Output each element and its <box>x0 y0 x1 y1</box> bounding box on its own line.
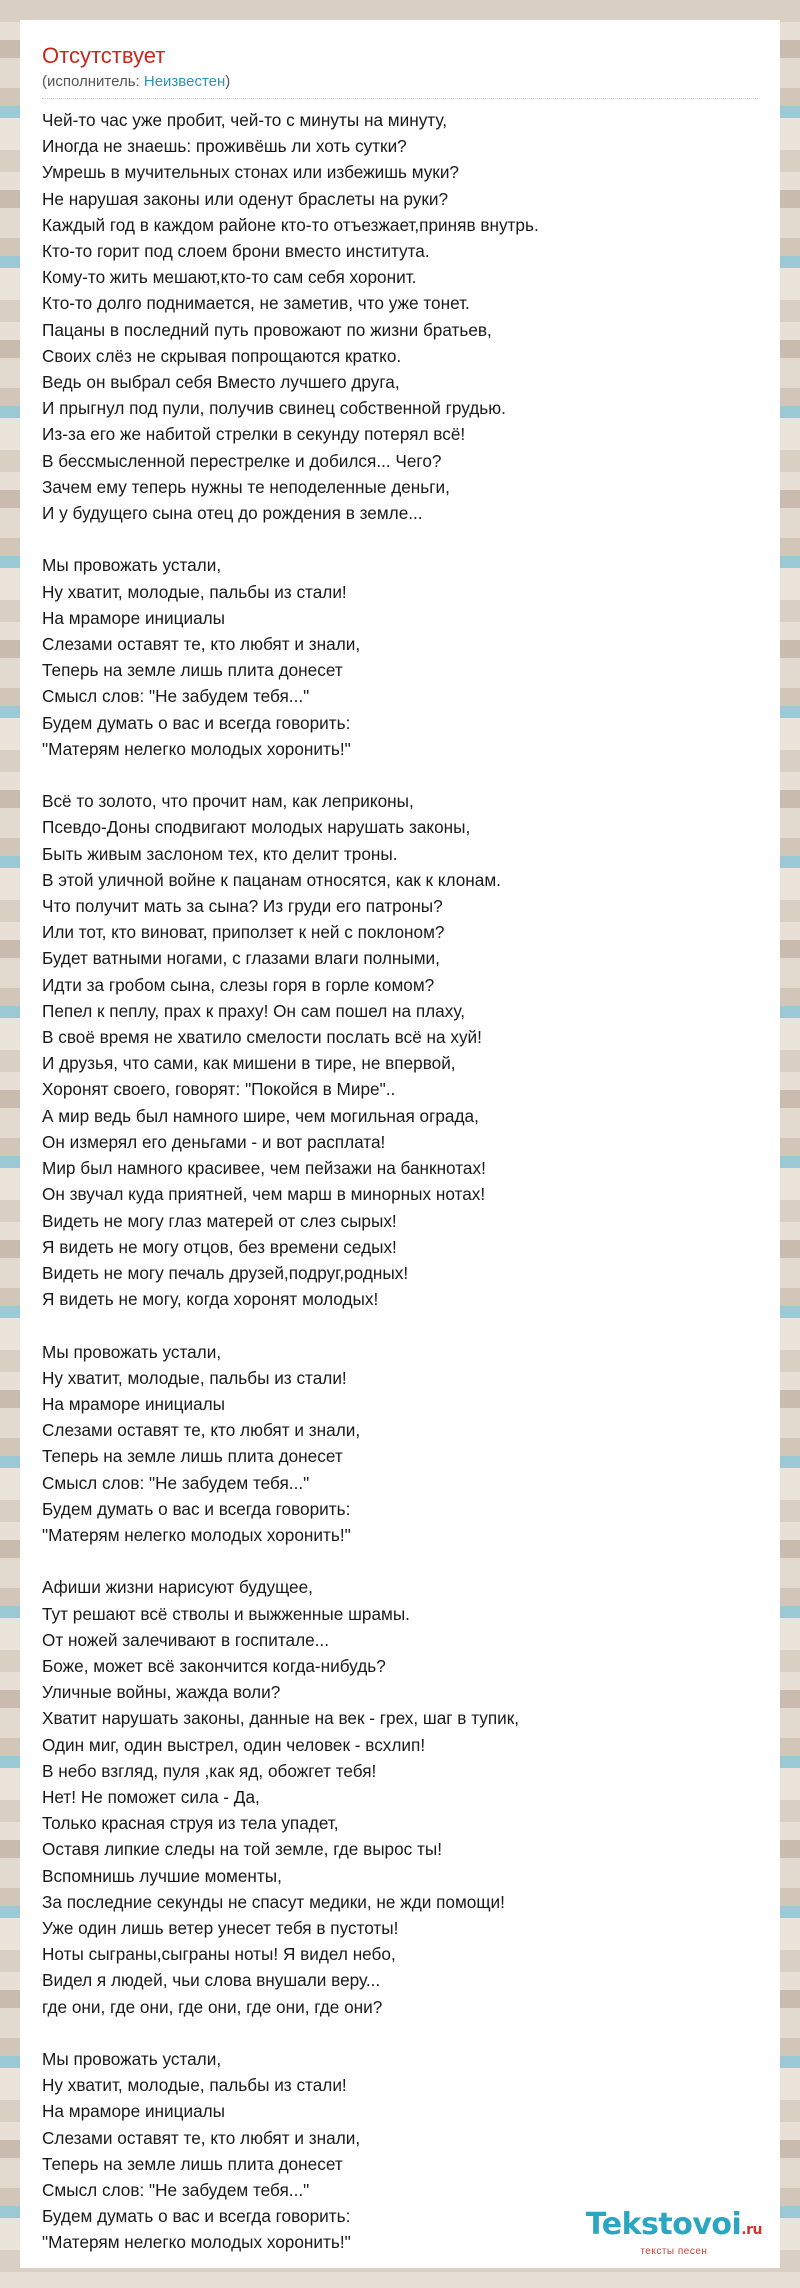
lyric-line: Мы провожать устали, <box>42 1341 222 1362</box>
lyric-line: Из-за его же набитой стрелки в секунду потерял всё! <box>42 424 466 445</box>
lyric-line: Псевдо-Доны сподвигают молодых нарушать законы, <box>42 817 471 838</box>
lyric-line: Вспомнишь лучшие моменты, <box>42 1865 282 1886</box>
lyric-line: Видеть не могу печаль друзей,подруг,родных! <box>42 1262 409 1283</box>
lyric-line: Один миг, один выстрел, один человек - всхлип! <box>42 1734 426 1755</box>
lyric-line: Ведь он выбрал себя Вместо лучшего друга, <box>42 372 400 393</box>
lyric-line: "Матерям нелегко молодых хоронить!" <box>42 738 351 759</box>
lyric-line: Хоронят своего, говорят: "Покойся в Мире".. <box>42 1079 396 1100</box>
lyric-line: Уличные войны, жажда воли? <box>42 1682 281 1703</box>
logo-tagline: тексты песен <box>640 2246 708 2257</box>
lyric-line: Кому-то жить мешают,кто-то сам себя хоронит. <box>42 267 417 288</box>
lyric-line: Быть живым заслоном тех, кто делит троны. <box>42 843 398 864</box>
lyrics-stanza <box>42 788 758 1312</box>
lyric-line: Ну хватит, молодые, пальбы из стали! <box>42 1367 347 1388</box>
lyric-line: Мы провожать устали, <box>42 555 222 576</box>
lyric-line: Нет! Не поможет сила - Да, <box>42 1786 260 1807</box>
lyrics-stanza <box>42 107 758 526</box>
lyric-line: Хватит нарушать законы, данные на век - грех, шаг в тупик, <box>42 1708 520 1729</box>
lyric-line: Теперь на земле лишь плита донесет <box>42 2153 343 2174</box>
lyric-line: Идти за гробом сына, слезы горя в горле комом? <box>42 974 435 995</box>
lyric-line: "Матерям нелегко молодых хоронить!" <box>42 1524 351 1545</box>
lyric-line: Смысл слов: "Не забудем тебя..." <box>42 686 310 707</box>
lyric-line: Или тот, кто виноват, приползет к ней с поклоном? <box>42 922 445 943</box>
lyric-line: Ноты сыграны,сыграны ноты! Я видел небо, <box>42 1944 396 1965</box>
lyrics-card <box>20 20 780 2268</box>
lyric-line: Видел я людей, чьи слова внушали веру... <box>42 1970 381 1991</box>
lyric-line: "Матерям нелегко молодых хоронить!" <box>42 2232 351 2253</box>
lyric-line: где они, где они, где они, где они, где они? <box>42 1996 383 2017</box>
lyric-line: И прыгнул под пули, получив свинец собственной грудью. <box>42 398 506 419</box>
lyric-line: Мы провожать устали, <box>42 2048 222 2069</box>
lyric-line: Он измерял его деньгами - и вот расплата! <box>42 1131 386 1152</box>
lyric-line: Будем думать о вас и всегда говорить: <box>42 712 351 733</box>
lyric-line: Что получит мать за сына? Из груди его патроны? <box>42 896 443 917</box>
lyric-line: Теперь на земле лишь плита донесет <box>42 1446 343 1467</box>
song-title: Отсутствует <box>42 43 166 68</box>
lyric-line: Я видеть не могу, когда хоронят молодых! <box>42 1289 379 1310</box>
lyric-line: Ну хватит, молодые, пальбы из стали! <box>42 581 347 602</box>
artist-link[interactable]: Неизвестен <box>143 73 226 90</box>
lyric-line: Видеть не могу глаз матерей от слез сырых! <box>42 1210 397 1231</box>
artist-prefix: (исполнитель: <box>42 73 144 90</box>
lyrics-stanza <box>42 1339 758 1549</box>
lyric-line: Слезами оставят те, кто любят и знали, <box>42 1420 361 1441</box>
lyrics-body <box>42 107 758 2256</box>
lyric-line: Будет ватными ногами, с глазами влаги полными, <box>42 948 440 969</box>
lyric-line: Чей-то час уже пробит, чей-то с минуты на минуту, <box>42 110 448 130</box>
logo-wordmark <box>586 2209 762 2246</box>
artist-line <box>42 72 758 99</box>
lyric-line: Тут решают всё стволы и выжженные шрамы. <box>42 1603 410 1624</box>
lyric-line: В этой уличной войне к пацанам относятся, как к клонам. <box>42 869 501 890</box>
lyric-line: А мир ведь был намного шире, чем могильная ограда, <box>42 1105 479 1126</box>
lyric-line: За последние секунды не спасут медики, не жди помощи! <box>42 1891 505 1912</box>
lyric-line: Мир был намного красивее, чем пейзажи на банкнотах! <box>42 1158 486 1179</box>
lyric-line: Кто-то долго поднимается, не заметив, что уже тонет. <box>42 293 470 314</box>
lyric-line: В своё время не хватило смелости послать всё на хуй! <box>42 1027 482 1048</box>
lyric-line: От ножей залечивают в госпитале... <box>42 1629 329 1650</box>
lyric-line: Я видеть не могу отцов, без времени седых! <box>42 1236 397 1257</box>
lyric-line: Каждый год в каждом районе кто-то отъезжает,приняв внутрь. <box>42 214 539 235</box>
lyric-line: На мраморе инициалы <box>42 607 226 628</box>
lyric-line: Смысл слов: "Не забудем тебя..." <box>42 2179 310 2200</box>
lyric-line: Он звучал куда приятней, чем марш в минорных нотах! <box>42 1184 486 1205</box>
lyric-line: Иногда не знаешь: проживёшь ли хоть сутки? <box>42 136 407 157</box>
lyric-line: И у будущего сына отец до рождения в земле... <box>42 503 423 524</box>
site-logo[interactable] <box>586 2209 762 2258</box>
lyric-line: Пепел к пеплу, прах к праху! Он сам пошел на плаху, <box>42 1000 465 1021</box>
lyric-line: На мраморе инициалы <box>42 2101 226 2122</box>
lyric-line: Ну хватит, молодые, пальбы из стали! <box>42 2075 347 2096</box>
lyric-line: Афиши жизни нарисуют будущее, <box>42 1577 313 1598</box>
artist-suffix: ) <box>225 73 231 90</box>
lyric-line: Своих слёз не скрывая попрощаются кратко. <box>42 345 402 366</box>
lyric-line: Слезами оставят те, кто любят и знали, <box>42 2127 361 2148</box>
lyric-line: Теперь на земле лишь плита донесет <box>42 660 343 681</box>
lyric-line: Смысл слов: "Не забудем тебя..." <box>42 1472 310 1493</box>
lyric-line: Оставя липкие следы на той земле, где вырос ты! <box>42 1839 443 1860</box>
lyric-line: И друзья, что сами, как мишени в тире, не впервой, <box>42 1053 456 1074</box>
lyric-line: На мраморе инициалы <box>42 1393 226 1414</box>
lyric-line: Всё то золото, что прочит нам, как леприконы, <box>42 791 414 812</box>
lyrics-stanza <box>42 552 758 762</box>
lyric-line: Будем думать о вас и всегда говорить: <box>42 1498 351 1519</box>
lyric-line: Пацаны в последний путь провожают по жизни братьев, <box>42 319 492 340</box>
lyric-line: В бессмысленной перестрелке и добился... Чего? <box>42 450 442 471</box>
lyrics-stanza <box>42 1574 758 2019</box>
logo-tld: .ru <box>741 2222 762 2238</box>
lyric-line: Умрешь в мучительных стонах или избежишь муки? <box>42 162 459 183</box>
lyric-line: Только красная струя из тела упадет, <box>42 1813 339 1834</box>
lyric-line: Уже один лишь ветер унесет тебя в пустоты! <box>42 1917 399 1938</box>
logo-name: Tekstovoi <box>585 2207 742 2242</box>
lyric-line: Боже, может всё закончится когда-нибудь? <box>42 1655 386 1676</box>
lyric-line: В небо взгляд, пуля ,как яд, обожгет тебя! <box>42 1760 377 1781</box>
lyric-line: Зачем ему теперь нужны те неподеленные деньги, <box>42 476 450 497</box>
lyric-line: Слезами оставят те, кто любят и знали, <box>42 634 361 655</box>
lyric-line: Не нарушая законы или оденут браслеты на руки? <box>42 188 449 209</box>
lyric-line: Будем думать о вас и всегда говорить: <box>42 2206 351 2227</box>
lyric-line: Кто-то горит под слоем брони вместо института. <box>42 241 430 262</box>
